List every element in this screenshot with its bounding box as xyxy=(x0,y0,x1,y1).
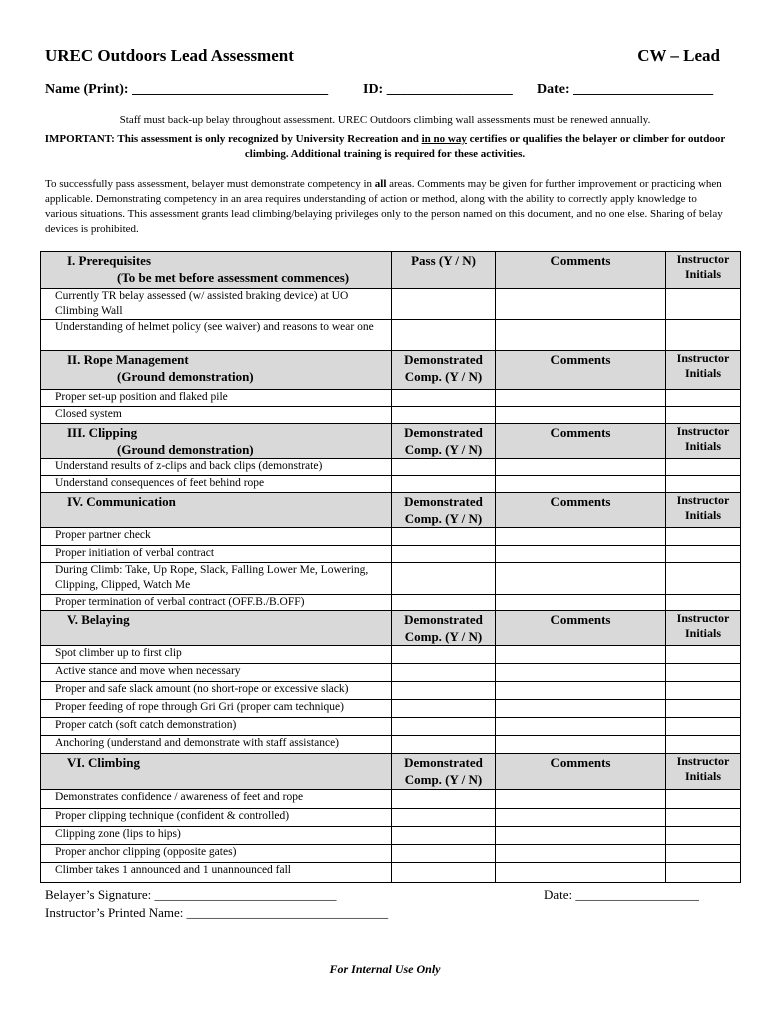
status-entry-cell[interactable] xyxy=(392,646,496,664)
initials-entry-cell[interactable] xyxy=(666,646,741,664)
assessment-item-text: Proper partner check xyxy=(41,528,392,546)
comments-entry-cell[interactable] xyxy=(496,790,666,809)
id-field[interactable]: ID: __________________ xyxy=(363,82,513,97)
status-entry-cell[interactable] xyxy=(392,528,496,546)
section-title-cell xyxy=(41,351,392,390)
status-entry-cell[interactable] xyxy=(392,546,496,563)
instructor-printed-name[interactable]: Instructor’s Printed Name: _______________________________ xyxy=(45,905,389,920)
section-header-row xyxy=(41,754,741,790)
comments-entry-cell[interactable] xyxy=(496,827,666,845)
name-field[interactable]: Name (Print): ____________________________ xyxy=(45,82,329,97)
important-lead: IMPORTANT: This assessment is only recognized by University Recreation and xyxy=(44,133,422,145)
assessment-item-row xyxy=(41,407,741,424)
assessment-item-row xyxy=(41,390,741,407)
comments-entry-cell[interactable] xyxy=(496,863,666,883)
assessment-item-row xyxy=(41,718,741,736)
section-subtitle: (Ground demonstration) xyxy=(117,442,254,457)
form-code: CW – Lead xyxy=(637,46,720,65)
initials-entry-cell[interactable] xyxy=(666,700,741,718)
comments-entry-cell[interactable] xyxy=(496,664,666,682)
belayer-signature[interactable]: Belayer’s Signature: ____________________________ xyxy=(45,887,337,902)
initials-entry-cell[interactable] xyxy=(666,459,741,476)
initials-entry-cell[interactable] xyxy=(666,809,741,827)
section-title: II. Rope Management xyxy=(67,352,189,367)
important-rest: certifies or qualifies the belayer or climber for outdoor climbing. Additional training is required for these activities. xyxy=(244,133,726,160)
initials-entry-cell[interactable] xyxy=(666,736,741,754)
comments-column-header: Comments xyxy=(496,351,666,390)
initials-entry-cell[interactable] xyxy=(666,682,741,700)
section-title-cell xyxy=(41,611,392,646)
assessment-table-body xyxy=(41,252,741,883)
initials-column-header: Instructor Initials xyxy=(666,424,741,459)
status-entry-cell[interactable] xyxy=(392,563,496,595)
initials-entry-cell[interactable] xyxy=(666,718,741,736)
status-entry-cell[interactable] xyxy=(392,390,496,407)
assessment-item-text: Proper clipping technique (confident & controlled) xyxy=(41,809,392,827)
comments-column-header: Comments xyxy=(496,611,666,646)
assessment-item-row xyxy=(41,700,741,718)
comments-entry-cell[interactable] xyxy=(496,718,666,736)
initials-entry-cell[interactable] xyxy=(666,528,741,546)
status-entry-cell[interactable] xyxy=(392,718,496,736)
assessment-item-text: Currently TR belay assessed (w/ assisted braking device) at UO Climbing Wall xyxy=(41,289,392,320)
assessment-item-row xyxy=(41,320,741,351)
section-header-row xyxy=(41,351,741,390)
comments-column-header: Comments xyxy=(496,252,666,289)
initials-column-header: Instructor Initials xyxy=(666,351,741,390)
initials-column-header: Instructor Initials xyxy=(666,252,741,289)
initials-entry-cell[interactable] xyxy=(666,289,741,320)
initials-entry-cell[interactable] xyxy=(666,563,741,595)
assessment-item-text: Proper anchor clipping (opposite gates) xyxy=(41,845,392,863)
section-header-row xyxy=(41,493,741,528)
comments-entry-cell[interactable] xyxy=(496,390,666,407)
comments-entry-cell[interactable] xyxy=(496,407,666,424)
comments-entry-cell[interactable] xyxy=(496,459,666,476)
status-entry-cell[interactable] xyxy=(392,320,496,351)
status-column-header: Demonstrated Comp. (Y / N) xyxy=(392,611,496,646)
assessment-item-row xyxy=(41,563,741,595)
assessment-item-text: Proper termination of verbal contract (OFF.B./B.OFF) xyxy=(41,595,392,611)
assessment-item-text: Understanding of helmet policy (see waiver) and reasons to wear one xyxy=(41,320,392,351)
status-column-header: Pass (Y / N) xyxy=(392,252,496,289)
intro-paragraph xyxy=(45,177,730,237)
section-header-row xyxy=(41,252,741,289)
status-column-header: Demonstrated Comp. (Y / N) xyxy=(392,754,496,790)
comments-entry-cell[interactable] xyxy=(496,845,666,863)
initials-entry-cell[interactable] xyxy=(666,546,741,563)
comments-column-header: Comments xyxy=(496,424,666,459)
assessment-item-row xyxy=(41,459,741,476)
initials-column-header: Instructor Initials xyxy=(666,754,741,790)
status-entry-cell[interactable] xyxy=(392,664,496,682)
initials-entry-cell[interactable] xyxy=(666,390,741,407)
form-title: UREC Outdoors Lead Assessment xyxy=(45,46,294,65)
initials-entry-cell[interactable] xyxy=(666,845,741,863)
initials-entry-cell[interactable] xyxy=(666,863,741,883)
section-header-row xyxy=(41,424,741,459)
comments-entry-cell[interactable] xyxy=(496,646,666,664)
section-title-cell xyxy=(41,424,392,459)
assessment-item-row xyxy=(41,827,741,845)
assessment-item-text: Clipping zone (lips to hips) xyxy=(41,827,392,845)
assessment-item-text: During Climb: Take, Up Rope, Slack, Falling Lower Me, Lowering, Clipping, Clipped, Watch Me xyxy=(41,563,392,595)
date-field[interactable]: Date: ____________________ xyxy=(537,82,714,97)
assessment-item-text: Demonstrates confidence / awareness of feet and rope xyxy=(41,790,392,809)
assessment-item-row xyxy=(41,790,741,809)
assessment-table xyxy=(40,251,741,883)
assessment-item-text: Proper catch (soft catch demonstration) xyxy=(41,718,392,736)
initials-entry-cell[interactable] xyxy=(666,790,741,809)
comments-entry-cell[interactable] xyxy=(496,700,666,718)
initials-entry-cell[interactable] xyxy=(666,827,741,845)
assessment-item-row xyxy=(41,546,741,563)
section-title: IV. Communication xyxy=(67,494,176,509)
assessment-item-text: Proper and safe slack amount (no short-rope or excessive slack) xyxy=(41,682,392,700)
assessment-item-row xyxy=(41,664,741,682)
status-entry-cell[interactable] xyxy=(392,736,496,754)
comments-entry-cell[interactable] xyxy=(496,809,666,827)
section-title-cell xyxy=(41,754,392,790)
status-entry-cell[interactable] xyxy=(392,595,496,611)
assessment-item-row xyxy=(41,809,741,827)
status-column-header: Demonstrated Comp. (Y / N) xyxy=(392,493,496,528)
status-entry-cell[interactable] xyxy=(392,809,496,827)
section-title-cell xyxy=(41,252,392,289)
section-title: V. Belaying xyxy=(67,612,130,627)
comments-entry-cell[interactable] xyxy=(496,546,666,563)
assessment-item-text: Proper feeding of rope through Gri Gri (proper cam technique) xyxy=(41,700,392,718)
comments-entry-cell[interactable] xyxy=(496,736,666,754)
assessment-item-row xyxy=(41,595,741,611)
assessment-item-text: Proper initiation of verbal contract xyxy=(41,546,392,563)
section-title-cell xyxy=(41,493,392,528)
renewal-notice: Staff must back-up belay throughout assessment. UREC Outdoors climbing wall assessments must be renewed annually. xyxy=(119,114,651,126)
assessment-item-text: Climber takes 1 announced and 1 unannounced fall xyxy=(41,863,392,883)
status-entry-cell[interactable] xyxy=(392,289,496,320)
assessment-item-text: Understand consequences of feet behind rope xyxy=(41,476,392,493)
status-column-header: Demonstrated Comp. (Y / N) xyxy=(392,351,496,390)
assessment-item-text: Active stance and move when necessary xyxy=(41,664,392,682)
assessment-item-row xyxy=(41,528,741,546)
status-entry-cell[interactable] xyxy=(392,700,496,718)
assessment-item-row xyxy=(41,289,741,320)
comments-column-header: Comments xyxy=(496,493,666,528)
initials-entry-cell[interactable] xyxy=(666,664,741,682)
assessment-item-row xyxy=(41,682,741,700)
comments-entry-cell[interactable] xyxy=(496,595,666,611)
signature-date[interactable]: Date: ___________________ xyxy=(544,887,699,902)
comments-entry-cell[interactable] xyxy=(496,563,666,595)
section-title: I. Prerequisites xyxy=(67,253,152,268)
initials-entry-cell[interactable] xyxy=(666,595,741,611)
initials-entry-cell[interactable] xyxy=(666,320,741,351)
intro-before: To successfully pass assessment, belayer must demonstrate competency in xyxy=(45,178,375,190)
initials-entry-cell[interactable] xyxy=(666,407,741,424)
comments-entry-cell[interactable] xyxy=(496,289,666,320)
section-title: III. Clipping xyxy=(67,425,138,440)
assessment-item-text: Proper set-up position and flaked pile xyxy=(41,390,392,407)
assessment-item-row xyxy=(41,476,741,493)
comments-entry-cell[interactable] xyxy=(496,320,666,351)
comments-entry-cell[interactable] xyxy=(496,528,666,546)
important-emphasis: in no way xyxy=(421,133,467,145)
internal-use-footer: For Internal Use Only xyxy=(329,962,441,976)
status-entry-cell[interactable] xyxy=(392,845,496,863)
assessment-item-row xyxy=(41,736,741,754)
initials-entry-cell[interactable] xyxy=(666,476,741,493)
intro-after: areas. Comments may be given for further improvement or practicing when applicable. Demonstrating competency in an area requires understanding of action or method, along with the ability to correctly apply knowledge to various situations. This assessment grants lead climbing/belaying privileges only to the person named on this document, and no one else. Sharing of belay devices is prohibited. xyxy=(45,178,723,235)
status-entry-cell[interactable] xyxy=(392,863,496,883)
comments-entry-cell[interactable] xyxy=(496,682,666,700)
status-entry-cell[interactable] xyxy=(392,407,496,424)
assessment-item-text: Understand results of z-clips and back clips (demonstrate) xyxy=(41,459,392,476)
status-entry-cell[interactable] xyxy=(392,790,496,809)
section-subtitle: (To be met before assessment commences) xyxy=(117,270,350,285)
assessment-item-text: Spot climber up to first clip xyxy=(41,646,392,664)
initials-column-header: Instructor Initials xyxy=(666,611,741,646)
status-column-header: Demonstrated Comp. (Y / N) xyxy=(392,424,496,459)
assessment-item-text: Closed system xyxy=(41,407,392,424)
status-entry-cell[interactable] xyxy=(392,827,496,845)
comments-column-header: Comments xyxy=(496,754,666,790)
assessment-item-row xyxy=(41,845,741,863)
comments-entry-cell[interactable] xyxy=(496,476,666,493)
section-header-row xyxy=(41,611,741,646)
assessment-item-row xyxy=(41,863,741,883)
status-entry-cell[interactable] xyxy=(392,682,496,700)
important-notice xyxy=(40,132,730,162)
intro-bold: all xyxy=(374,178,387,190)
section-subtitle: (Ground demonstration) xyxy=(117,369,254,384)
assessment-item-row xyxy=(41,646,741,664)
status-entry-cell[interactable] xyxy=(392,476,496,493)
assessment-item-text: Anchoring (understand and demonstrate with staff assistance) xyxy=(41,736,392,754)
initials-column-header: Instructor Initials xyxy=(666,493,741,528)
section-title: VI. Climbing xyxy=(67,755,140,770)
status-entry-cell[interactable] xyxy=(392,459,496,476)
